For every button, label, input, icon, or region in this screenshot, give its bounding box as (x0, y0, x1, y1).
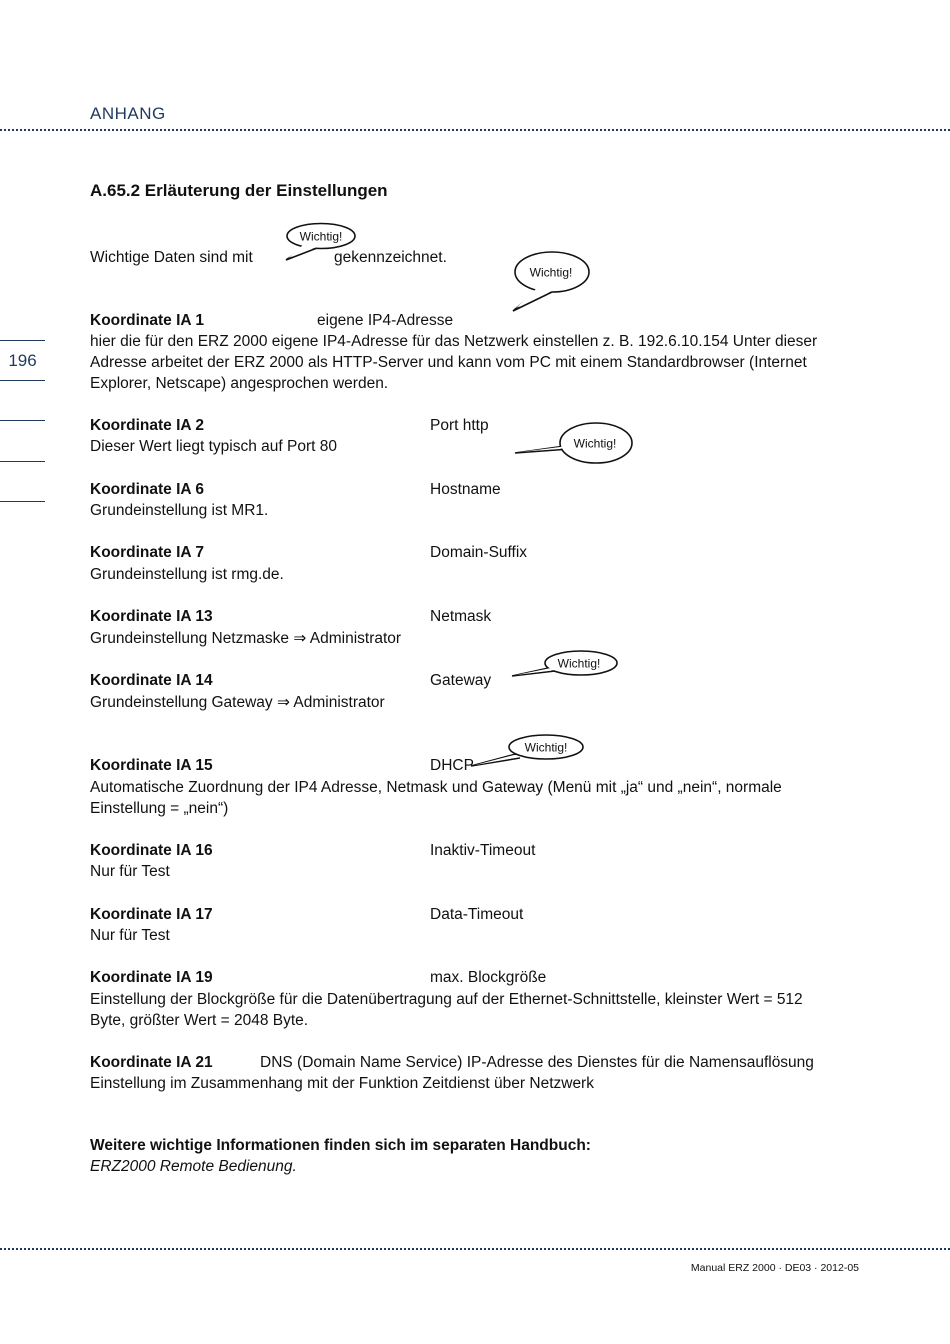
intro-text-before: Wichtige Daten sind mit (90, 249, 253, 266)
margin-rule (0, 501, 45, 502)
entry-coordinate: Koordinate IA 13 (90, 608, 213, 625)
entry-coordinate: Koordinate IA 2 (90, 417, 204, 434)
entry-coordinate: Koordinate IA 14 (90, 672, 213, 689)
entry-description: Einstellung = „nein“) (90, 800, 229, 817)
entry-description: Automatische Zuordnung der IP4 Adresse, Netmask und Gateway (Menü mit „ja“ und „nein“, normale (90, 779, 782, 796)
entry-description: Byte, größter Wert = 2048 Byte. (90, 1012, 309, 1029)
entry-description: Grundeinstellung Gateway ⇒ Administrator (90, 694, 385, 711)
margin-rule (0, 340, 45, 341)
page-number: 196 (8, 351, 37, 370)
entry-parameter: DHCP (430, 757, 474, 774)
closing-note: Weitere wichtige Informationen finden sich im separaten Handbuch: (90, 1137, 591, 1154)
footer-divider (0, 1248, 950, 1250)
entry-parameter: eigene IP4-Adresse (317, 312, 454, 329)
entry-parameter: Netmask (430, 608, 492, 625)
entry-parameter: Domain-Suffix (430, 544, 528, 561)
entry-description: Dieser Wert liegt typisch auf Port 80 (90, 438, 337, 455)
entry-coordinate: Koordinate IA 16 (90, 842, 213, 859)
entry-description: Einstellung der Blockgröße für die Datenübertragung auf der Ethernet-Schnittstelle, kleinster Wert = 512 (90, 991, 803, 1008)
page-heading: A.65.2 Erläuterung der Einstellungen (90, 181, 388, 200)
entry-description: Grundeinstellung Netzmaske ⇒ Administrator (90, 630, 402, 647)
entry-parameter: Port http (430, 417, 489, 434)
wichtig-bubble-icon (468, 732, 588, 772)
manual-reference: ERZ2000 Remote Bedienung. (90, 1158, 297, 1175)
entry-parameter: Hostname (430, 481, 501, 498)
entry-parameter: Gateway (430, 672, 492, 689)
entry-parameter: DNS (Domain Name Service) IP-Adresse des Dienstes für die Namensauflösung (260, 1054, 814, 1071)
entry-coordinate: Koordinate IA 7 (90, 544, 204, 561)
header-divider (0, 129, 950, 131)
wichtig-label: Wichtig! (524, 740, 568, 755)
wichtig-bubble-icon (512, 419, 637, 469)
entry-description: Einstellung im Zusammenhang mit der Funktion Zeitdienst über Netzwerk (90, 1075, 594, 1092)
wichtig-label: Wichtig! (573, 436, 617, 451)
intro-text-after: gekennzeichnet. (334, 249, 447, 266)
wichtig-label: Wichtig! (557, 656, 601, 671)
entry-coordinate: Koordinate IA 17 (90, 906, 213, 923)
entry-description: Adresse arbeitet der ERZ 2000 als HTTP-Server und kann vom PC mit einem Standardbrowser (Internet (90, 354, 807, 371)
wichtig-bubble-icon (509, 648, 624, 683)
footer-text: Manual ERZ 2000 · DE03 · 2012-05 (690, 1262, 859, 1274)
margin-rule (0, 461, 45, 462)
entry-description: Grundeinstellung ist MR1. (90, 502, 269, 519)
entry-coordinate: Koordinate IA 6 (90, 481, 204, 498)
wichtig-bubble-icon (510, 250, 600, 315)
entry-coordinate: Koordinate IA 19 (90, 969, 213, 986)
entry-parameter: max. Blockgröße (430, 969, 547, 986)
entry-coordinate: Koordinate IA 21 (90, 1054, 213, 1071)
entry-coordinate: Koordinate IA 15 (90, 757, 213, 774)
wichtig-label: Wichtig! (299, 229, 343, 244)
entry-description: hier die für den ERZ 2000 eigene IP4-Adresse für das Netzwerk einstellen z. B. 192.6.10.154 Unter dieser (90, 333, 818, 350)
section-title: ANHANG (90, 104, 166, 123)
margin-rule (0, 420, 45, 421)
entry-description: Explorer, Netscape) angesprochen werden. (90, 375, 389, 392)
entry-description: Nur für Test (90, 927, 170, 944)
entry-coordinate: Koordinate IA 1 (90, 312, 204, 329)
wichtig-bubble-icon (283, 222, 373, 262)
entry-description: Nur für Test (90, 863, 170, 880)
entry-description: Grundeinstellung ist rmg.de. (90, 566, 284, 583)
entry-parameter: Data-Timeout (430, 906, 524, 923)
margin-rule (0, 380, 45, 381)
entry-parameter: Inaktiv-Timeout (430, 842, 536, 859)
wichtig-label: Wichtig! (529, 265, 573, 280)
